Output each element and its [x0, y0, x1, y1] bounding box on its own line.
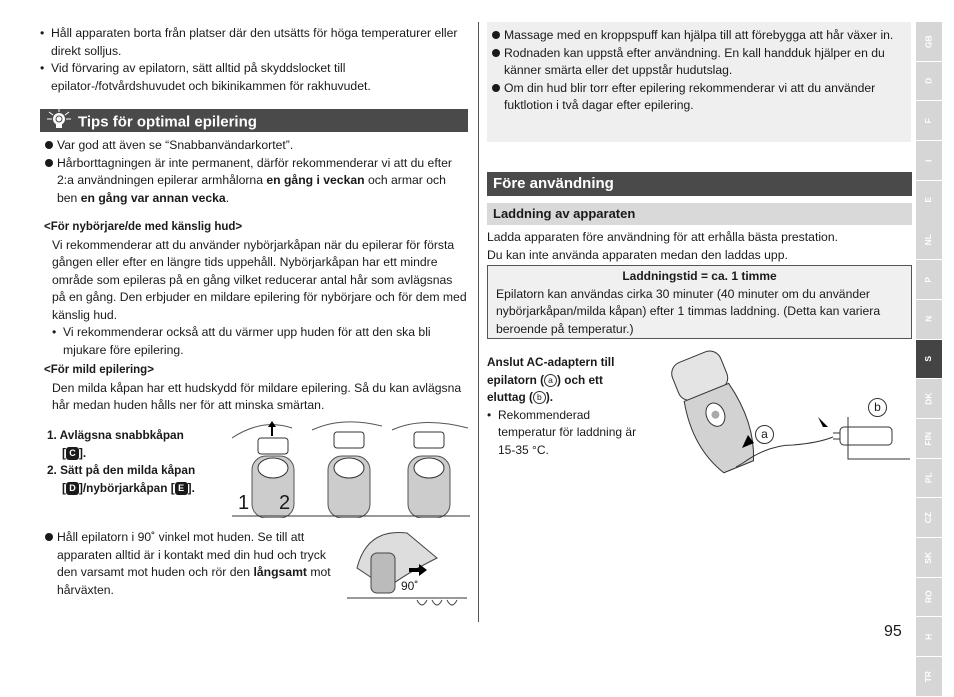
charge-info: [487, 229, 912, 264]
tip-item: Var god att även se “Snabbanvändarkortet”.: [44, 137, 468, 155]
step-2: 2. Sätt på den milda kåpan: [47, 463, 196, 477]
charge-line: Ladda apparaten före användning för att erhålla bästa prestation.: [487, 230, 838, 244]
sub-title: Laddning av apparaten: [487, 203, 912, 225]
tab-tr[interactable]: TR: [916, 657, 942, 696]
tab-h[interactable]: H: [916, 617, 942, 656]
tab-ro[interactable]: RO: [916, 578, 942, 617]
label-b: b: [868, 398, 887, 417]
charge-time-box: [487, 265, 912, 339]
tab-nl[interactable]: NL: [916, 220, 942, 259]
cap-change-figure: [232, 418, 470, 518]
charging-figure: [658, 345, 913, 490]
tab-fin[interactable]: FIN: [916, 419, 942, 458]
tab-e[interactable]: E: [916, 181, 942, 220]
beginner-bullet: • Vi rekommenderar också att du värmer upp huden för att den ska bli mjukare före epilering.: [52, 324, 468, 359]
tip-item: Hårborttagningen är inte permanent, därför rekommenderar vi att du efter 2:a användningen epilerar armhålorna en gång i veckan och armar och ben en gång var annan vecka.: [44, 155, 468, 208]
tab-dk[interactable]: DK: [916, 379, 942, 418]
intro-bullet: • Håll apparaten borta från platser där den utsätts för höga temperaturer eller direkt solljus.: [40, 25, 468, 60]
charge-time-title: Laddningstid = ca. 1 timme: [622, 269, 777, 283]
tab-sk[interactable]: SK: [916, 538, 942, 577]
tips-title: Tips för optimal epilering: [78, 113, 257, 131]
section-title: Före användning: [487, 172, 912, 196]
tips-header: [40, 109, 468, 132]
beginner-text: Vi rekommenderar att du använder nybörjarkåpan när du epilerar för första gången eller efter en längre tids uppehåll. Nybörjarkåpan har ett mindre område som epileras på en gång vilket reducerar antal hår som avlägsnas på en gång. Den erbjuder en mildare epilering för nybörjare och för dem med känslig hud.: [52, 237, 467, 322]
tip-bulb-icon: [44, 109, 74, 136]
step-2-ref: [ D ]/nybörjarkåpan [ E ].: [62, 480, 195, 495]
right-bullets: [491, 27, 909, 115]
page-number: 95: [884, 623, 902, 640]
angle-figure: [347, 528, 467, 610]
charge-line: Du kan inte använda apparaten medan den laddas upp.: [487, 247, 788, 262]
right-bullet: Massage med en kroppspuff kan hjälpa till att förebygga att hår växer in.: [491, 27, 909, 45]
tab-gb[interactable]: GB: [916, 22, 942, 61]
tab-f[interactable]: F: [916, 101, 942, 140]
tab-n[interactable]: N: [916, 300, 942, 339]
charge-time-text: Epilatorn kan användas cirka 30 minuter (40 minuter om du använder nybörjarkåpan/milda kåpan) efter 1 timmas laddning. (Detta kan variera beroende på temperatur.): [496, 286, 881, 336]
connect-instruction: Anslut AC-adaptern till epilatorn ( a ) och ett eluttag ( b ). • Rekommenderad temperatur för laddning är 15-35 °C.: [487, 354, 637, 459]
figure-label-2: 2: [279, 492, 291, 514]
tab-s[interactable]: S: [916, 340, 942, 379]
steps: [47, 427, 227, 497]
tab-d[interactable]: D: [916, 62, 942, 101]
language-tabs: [916, 22, 942, 697]
mild-heading: <För mild epilering>: [44, 364, 154, 376]
temp-bullet: • Rekommenderad temperatur för laddning är 15-35 °C.: [487, 407, 637, 460]
angle-label: 90˚: [401, 579, 419, 593]
tab-i[interactable]: I: [916, 141, 942, 180]
beginner-heading: <För nybörjare/de med känslig hud>: [44, 221, 243, 233]
tab-pl[interactable]: PL: [916, 459, 942, 498]
tab-p[interactable]: P: [916, 260, 942, 299]
label-a: a: [755, 425, 774, 444]
column-divider: [478, 22, 479, 622]
beginner-section: [44, 219, 468, 415]
right-bullet: Rodnaden kan uppstå efter användning. En kall handduk hjälper en du känner smärta eller det uppstår hudutslag.: [491, 45, 909, 80]
intro-bullet: • Vid förvaring av epilatorn, sätt alltid på skyddslocket till epilator-/fotvårdshuvudet och bikinikammen för rakhuvudet.: [40, 60, 468, 95]
right-bullet: Om din hud blir torr efter epilering rekommenderar vi att du använder fuktlotion i två dagar efter epilering.: [491, 80, 909, 115]
left-column: [40, 25, 468, 95]
mild-text: Den milda kåpan har ett hudskydd för mildare epilering. Så du kan avlägsna hår medan huden hålls ner för att minska smärtan.: [52, 380, 462, 412]
tab-cz[interactable]: CZ: [916, 498, 942, 537]
step-1: 1. Avlägsna snabbkåpan: [47, 428, 184, 442]
tips-body: [44, 137, 468, 207]
hold-instruction: Håll epilatorn i 90˚ vinkel mot huden. Se till att apparaten alltid är i kontakt med din hud och tryck den varsamt mot huden och rör den långsamt mot hårväxten.: [44, 529, 336, 599]
step-1-ref: [ C ].: [62, 445, 87, 460]
figure-label-1: 1: [238, 492, 250, 514]
